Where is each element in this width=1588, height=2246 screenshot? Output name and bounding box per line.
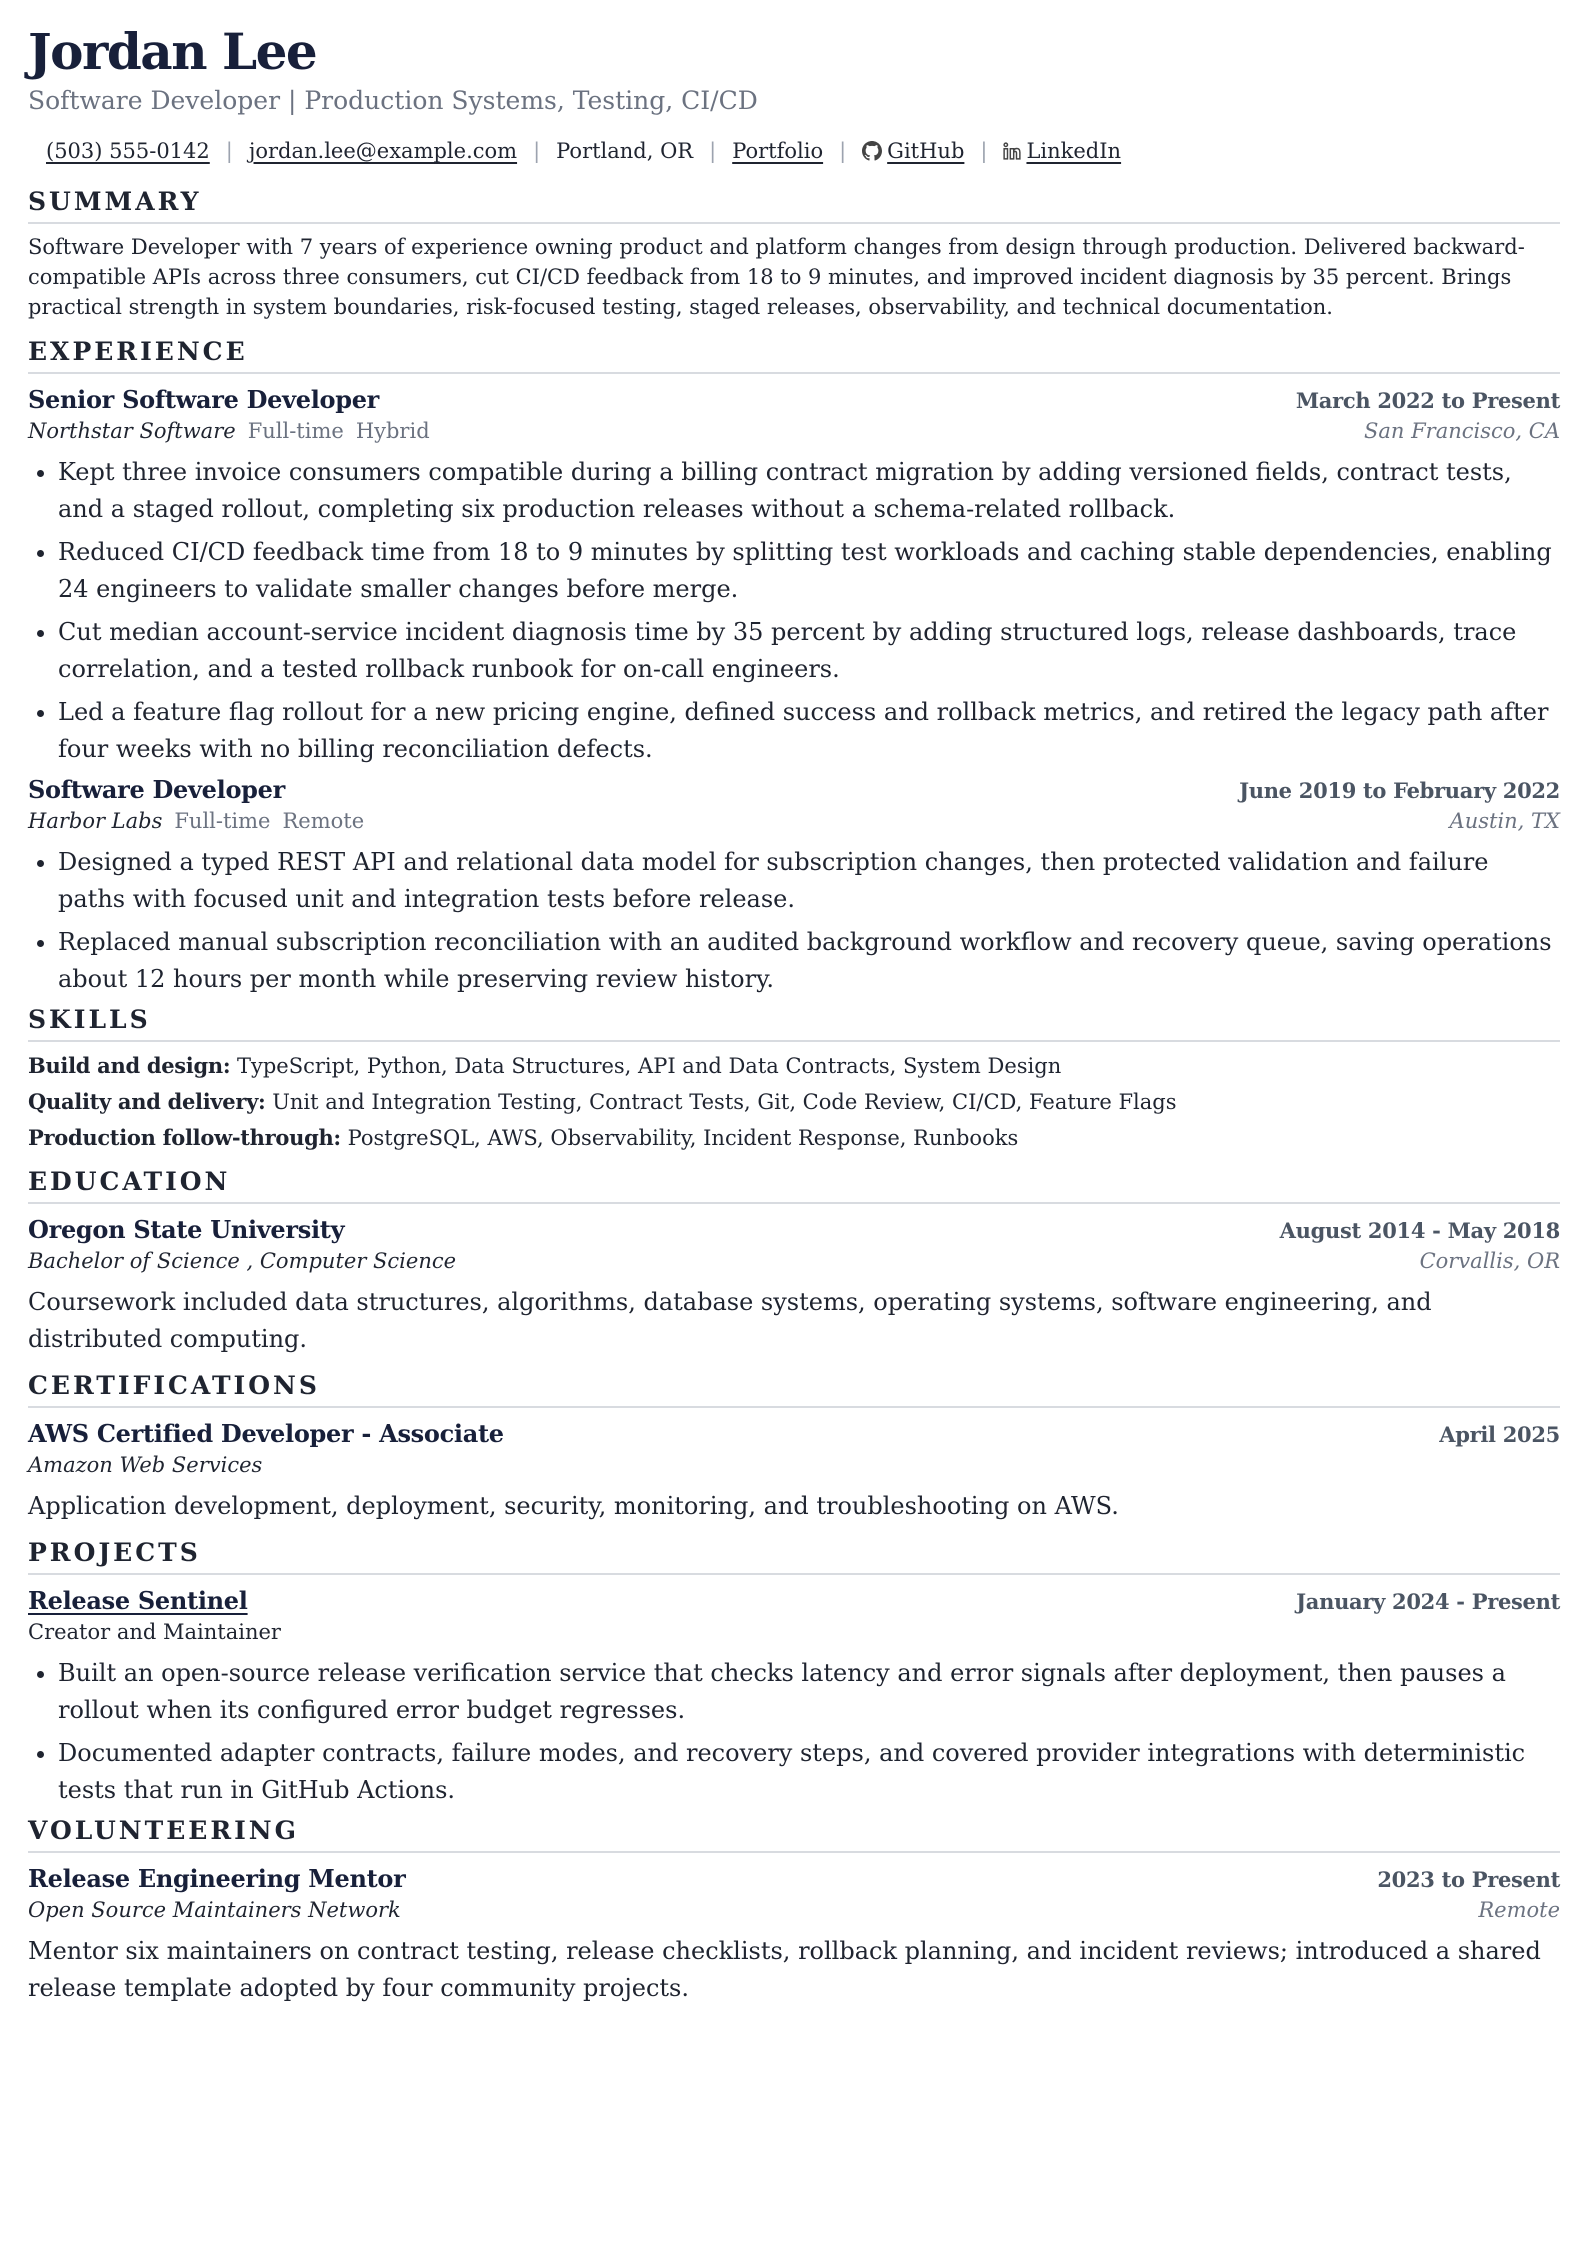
job-bullets (28, 454, 1560, 768)
employment-type: Full-time (174, 809, 271, 833)
employment-type: Full-time (247, 419, 344, 443)
job-title: Software Developer (28, 775, 285, 804)
work-mode: Remote (282, 809, 365, 833)
job-location: San Francisco, CA (1363, 419, 1560, 443)
job-date: March 2022 to Present (1295, 388, 1560, 413)
work-mode: Hybrid (355, 419, 430, 443)
candidate-name: Jordan Lee (28, 22, 317, 81)
degree: Bachelor of Science , Computer Science (28, 1249, 457, 1273)
skills-value: PostgreSQL, AWS, Observability, Incident Response, Runbooks (347, 1126, 1019, 1150)
experience-entry (28, 774, 1560, 998)
volunteer-org: Open Source Maintainers Network (28, 1898, 401, 1922)
summary-text: Software Developer with 7 years of experience owning product and platform changes from design through production. Delivered backward-compatible APIs across three consumers, cut CI/CD feedback from 18 to 9 minutes, and improved incident diagnosis by 35 percent. Brings practical strength in system boundaries, risk-focused testing, staged releases, observability, and technical documentation. (28, 235, 1525, 319)
bullet-item: • Kept three invoice consumers compatible during a billing contract migration by adding versioned fields, contract tests, and a staged rollout, completing six production releases without a schema-related rollback. (58, 454, 1560, 528)
certification-date: April 2025 (1439, 1422, 1560, 1447)
job-date: June 2019 to February 2022 (1239, 778, 1560, 803)
project-name-link[interactable]: Release Sentinel (28, 1586, 248, 1615)
bullet-item: • Reduced CI/CD feedback time from 18 to 9 minutes by splitting test workloads and caching stable dependencies, enabling 24 engineers to validate smaller changes before merge. (58, 534, 1560, 608)
contact-separator: | (839, 139, 847, 163)
contact-separator: | (980, 139, 988, 163)
section-title-volunteering: VOLUNTEERING (28, 1815, 1560, 1853)
bullet-item: • Documented adapter contracts, failure modes, and recovery steps, and covered provider integrations with deterministic tests that run in GitHub Actions. (58, 1735, 1560, 1809)
headline: Software Developer | Production Systems, Testing, CI/CD (28, 86, 758, 115)
linkedin-icon (1003, 142, 1021, 160)
section-title-summary: SUMMARY (28, 186, 1560, 224)
certification-issuer: Amazon Web Services (28, 1453, 263, 1477)
volunteer-date: 2023 to Present (1377, 1867, 1560, 1892)
education-details: Coursework included data structures, algorithms, database systems, operating systems, software engineering, and distributed computing. (28, 1288, 1432, 1353)
contact-bar (28, 136, 1560, 166)
school-name: Oregon State University (28, 1215, 345, 1244)
bullet-item: • Designed a typed REST API and relational data model for subscription changes, then protected validation and failure paths with focused unit and integration tests before release. (58, 844, 1560, 918)
bullet-item: • Replaced manual subscription reconciliation with an audited background workflow and recovery queue, saving operations about 12 hours per month while preserving review history. (58, 924, 1560, 998)
contact-separator: | (225, 139, 233, 163)
section-title-experience: EXPERIENCE (28, 336, 1560, 374)
section-title-skills: SKILLS (28, 1004, 1560, 1042)
volunteering-entry (28, 1863, 1560, 2007)
github-icon (862, 141, 882, 161)
skills-row (28, 1120, 1560, 1156)
bullet-item: • Built an open-source release verification service that checks latency and error signals after deployment, then pauses a rollout when its configured error budget regresses. (58, 1655, 1560, 1729)
company-name: Northstar Software (28, 419, 236, 443)
bullet-item: • Led a feature flag rollout for a new pricing engine, defined success and rollback metrics, and retired the legacy path after four weeks with no billing reconciliation defects. (58, 694, 1560, 768)
project-role: Creator and Maintainer (28, 1620, 281, 1644)
section-title-projects: PROJECTS (28, 1537, 1560, 1575)
job-location: Austin, TX (1449, 809, 1560, 833)
phone-link[interactable]: (503) 555-0142 (46, 139, 210, 163)
skills-row (28, 1048, 1560, 1084)
portfolio-link[interactable]: Portfolio (732, 139, 824, 163)
experience-entry (28, 384, 1560, 768)
volunteer-location: Remote (1478, 1898, 1560, 1922)
github-link[interactable]: GitHub (887, 139, 965, 163)
certification-details: Application development, deployment, security, monitoring, and troubleshooting on AWS. (28, 1492, 1119, 1520)
job-title: Senior Software Developer (28, 385, 380, 414)
location-text: Portland, OR (556, 139, 694, 163)
contact-separator: | (709, 139, 717, 163)
skills-value: Unit and Integration Testing, Contract Tests, Git, Code Review, CI/CD, Feature Flags (272, 1090, 1177, 1114)
linkedin-link-wrap[interactable] (1003, 136, 1121, 166)
email-link[interactable]: jordan.lee@example.com (248, 139, 518, 163)
education-location: Corvallis, OR (1419, 1249, 1560, 1273)
education-entry (28, 1214, 1560, 1358)
bullet-item: • Cut median account-service incident diagnosis time by 35 percent by adding structured logs, release dashboards, trace correlation, and a tested rollback runbook for on-call engineers. (58, 614, 1560, 688)
project-date: January 2024 - Present (1296, 1589, 1560, 1614)
contact-separator: | (533, 139, 541, 163)
job-bullets (28, 844, 1560, 998)
certification-entry (28, 1418, 1560, 1525)
volunteer-details: Mentor six maintainers on contract testing, release checklists, rollback planning, and incident reviews; introduced a shared release template adopted by four community projects. (28, 1937, 1541, 2002)
project-entry (28, 1585, 1560, 1809)
skills-list (28, 1048, 1560, 1156)
skills-value: TypeScript, Python, Data Structures, API and Data Contracts, System Design (236, 1054, 1062, 1078)
certification-name: AWS Certified Developer - Associate (28, 1419, 504, 1448)
skills-label: Build and design: (28, 1053, 231, 1078)
education-date: August 2014 - May 2018 (1279, 1218, 1560, 1243)
section-title-education: EDUCATION (28, 1166, 1560, 1204)
company-name: Harbor Labs (28, 809, 163, 833)
linkedin-link[interactable]: LinkedIn (1026, 139, 1122, 163)
project-bullets (28, 1655, 1560, 1809)
skills-row (28, 1084, 1560, 1120)
skills-label: Quality and delivery: (28, 1089, 266, 1114)
section-title-certifications: CERTIFICATIONS (28, 1370, 1560, 1408)
volunteer-role: Release Engineering Mentor (28, 1864, 406, 1893)
skills-label: Production follow-through: (28, 1125, 341, 1150)
github-link-wrap[interactable] (862, 136, 964, 166)
